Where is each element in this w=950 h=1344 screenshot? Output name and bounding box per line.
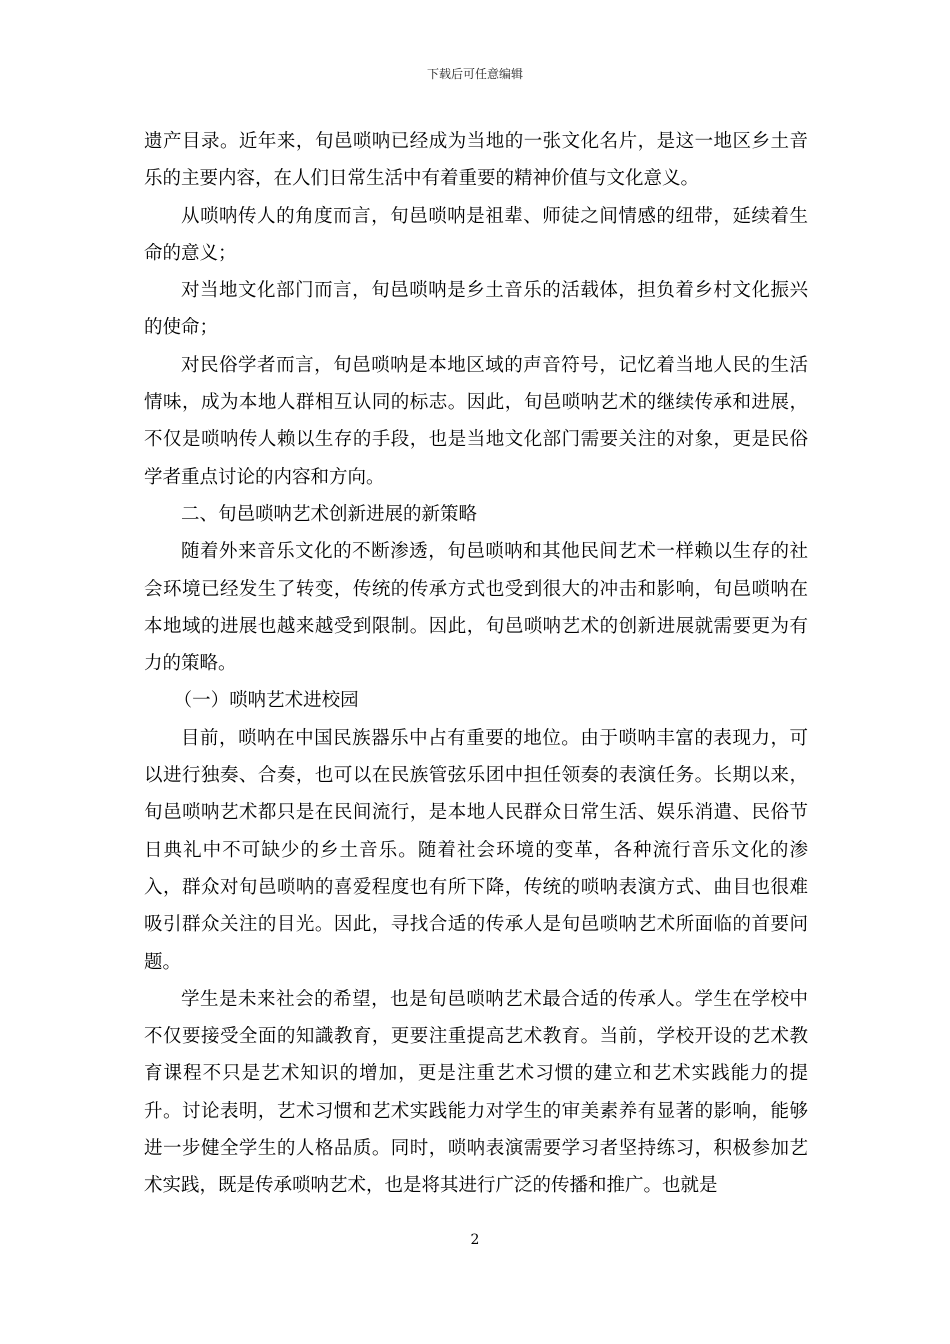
paragraph: 随着外来音乐文化的不断渗透，旬邑唢呐和其他民间艺术一样赖以生存的社会环境已经发生了转变，传统的传承方式也受到很大的冲击和影响，旬邑唢呐在本地域的进展也越来越受到限制。因此，旬邑唢呐艺术的创新进展就需要更为有力的策略。 [144, 541, 808, 675]
paragraph-continued: 遗产目录。近年来，旬邑唢呐已经成为当地的一张文化名片，是这一地区乡土音乐的主要内容，在人们日常生活中有着重要的精神价值与文化意义。 [144, 131, 808, 190]
paragraph: 学生是未来社会的希望，也是旬邑唢呐艺术最合适的传承人。学生在学校中不仅要接受全面的知識教育，更要注重提高艺术教育。当前，学校开设的艺术教育课程不只是艺术知识的增加，更是注重艺术习惯的建立和艺术实践能力的提升。讨论表明，艺术习惯和艺术实践能力对学生的审美素养有显著的影响，能够进一步健全学生的人格品质。同时，唢呐表演需要学习者坚持练习，积极参加艺术实践，既是传承唢呐艺术，也是将其进行广泛的传播和推广。也就是 [144, 988, 808, 1197]
page-number: 2 [470, 1232, 480, 1248]
paragraph: 对民俗学者而言，旬邑唢呐是本地区域的声音符号，记忆着当地人民的生活情味，成为本地人群相互认同的标志。因此，旬邑唢呐艺术的继续传承和进展，不仅是唢呐传人赖以生存的手段，也是当地文化部门需要关注的对象，更是民俗学者重点讨论的内容和方向。 [144, 354, 808, 488]
paragraph: 目前，唢呐在中国民族器乐中占有重要的地位。由于唢呐丰富的表现力，可以进行独奏、合奏，也可以在民族管弦乐团中担任领奏的表演任务。长期以来，旬邑唢呐艺术都只是在民间流行，是本地人民群众日常生活、娱乐消遣、民俗节日典礼中不可缺少的乡土音乐。随着社会环境的变革，各种流行音乐文化的渗入，群众对旬邑唢呐的喜爱程度也有所下降，传统的唢呐表演方式、曲目也很难吸引群众关注的目光。因此，寻找合适的传承人是旬邑唢呐艺术所面临的首要问题。 [144, 727, 808, 973]
page-header: 下载后可任意编辑 [426, 67, 523, 81]
paragraph: 对当地文化部门而言，旬邑唢呐是乡土音乐的活载体，担负着乡村文化振兴的使命； [144, 280, 808, 339]
subsection-heading: （一）唢呐艺术进校园 [173, 690, 359, 712]
section-heading: 二、旬邑唢呐艺术创新进展的新策略 [181, 503, 478, 525]
paragraph: 从唢呐传人的角度而言，旬邑唢呐是祖辈、师徒之间情感的纽带，延续着生命的意义； [144, 205, 808, 264]
document-body [144, 123, 808, 1205]
